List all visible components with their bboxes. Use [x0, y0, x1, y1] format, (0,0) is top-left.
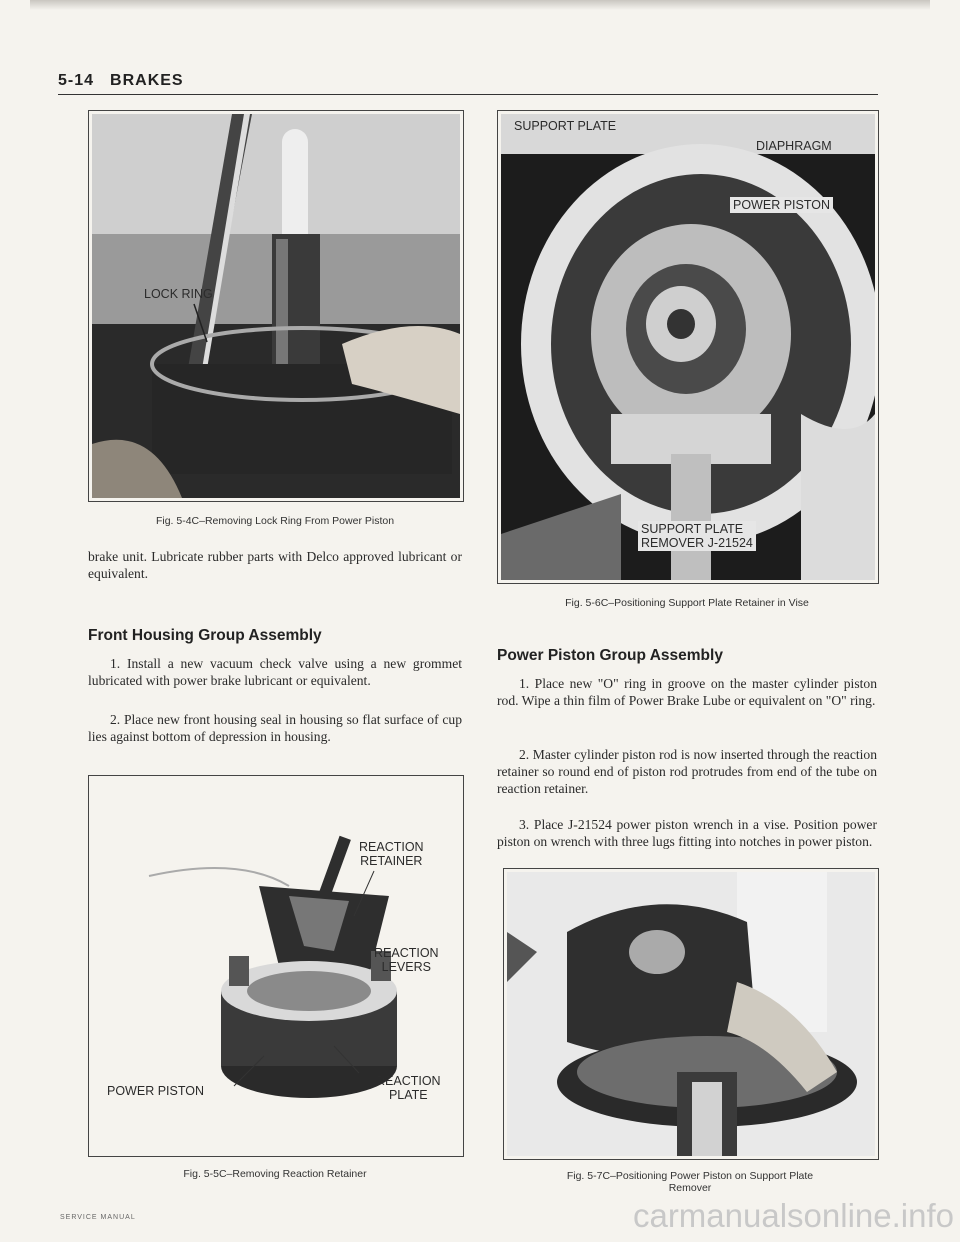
- right-step-1: 1. Place new "O" ring in groove on the master cylinder piston rod. Wipe a thin film of Power Brake Lube or equivalent on "O" ring.: [497, 676, 877, 708]
- figure-support-plate: [497, 110, 879, 584]
- photo-support-plate-drawing: [501, 114, 875, 580]
- label-reaction-retainer: REACTION RETAINER: [359, 840, 424, 868]
- label-power-piston-5c: POWER PISTON: [107, 1084, 205, 1098]
- photo-support-plate: [501, 114, 875, 580]
- label-reaction-plate: REACTION PLATE: [376, 1074, 441, 1102]
- caption-fig-5-4c: Fig. 5-4C–Removing Lock Ring From Power Piston: [155, 515, 395, 527]
- right-step-3: 3. Place J-21524 power piston wrench in a vise. Position power piston on wrench with three lugs fitting into notches in power piston.: [497, 817, 877, 849]
- left-step-1: 1. Install a new vacuum check valve using a new grommet lubricated with power brake lubricant or equivalent.: [88, 656, 462, 688]
- label-lock-ring: LOCK RING: [144, 287, 213, 301]
- right-step-2: 2. Master cylinder piston rod is now inserted through the reaction retainer so round end of piston rod protrudes from end of the tube on reaction retainer.: [497, 747, 877, 796]
- caption-fig-5-7c: Fig. 5-7C–Positioning Power Piston on Support Plate Remover: [566, 1170, 814, 1194]
- page-header: [58, 72, 878, 95]
- figure-reaction-retainer: [88, 775, 464, 1157]
- left-step-2: 2. Place new front housing seal in housing so flat surface of cup lies against bottom of depression in housing.: [88, 712, 462, 744]
- label-power-piston-6c: POWER PISTON: [730, 197, 833, 213]
- label-reaction-levers: REACTION LEVERS: [374, 946, 439, 974]
- section-title: BRAKES: [110, 72, 184, 89]
- label-support-plate: SUPPORT PLATE: [514, 119, 617, 133]
- intro-paragraph: brake unit. Lubricate rubber parts with Delco approved lubricant or equivalent.: [88, 549, 462, 581]
- caption-fig-5-6c: Fig. 5-6C–Positioning Support Plate Retainer in Vise: [565, 597, 809, 609]
- page-top-edge: [30, 0, 930, 10]
- photo-power-piston-remover-drawing: [507, 872, 875, 1156]
- page-footer: SERVICE MANUAL: [60, 1214, 136, 1221]
- watermark: carmanualsonline.info: [632, 1197, 954, 1234]
- page-number: 5-14: [58, 72, 95, 89]
- figure-power-piston-remover: [503, 868, 879, 1160]
- heading-front-housing: Front Housing Group Assembly: [88, 627, 322, 644]
- caption-fig-5-5c: Fig. 5-5C–Removing Reaction Retainer: [183, 1168, 367, 1180]
- label-diaphragm: DIAPHRAGM: [756, 139, 832, 153]
- photo-lock-ring: [92, 114, 460, 498]
- photo-power-piston-remover: [507, 872, 875, 1156]
- heading-power-piston: Power Piston Group Assembly: [497, 647, 723, 664]
- label-support-plate-remover: SUPPORT PLATE REMOVER J-21524: [638, 521, 756, 551]
- figure-lock-ring: [88, 110, 464, 502]
- photo-lock-ring-drawing: [92, 114, 460, 498]
